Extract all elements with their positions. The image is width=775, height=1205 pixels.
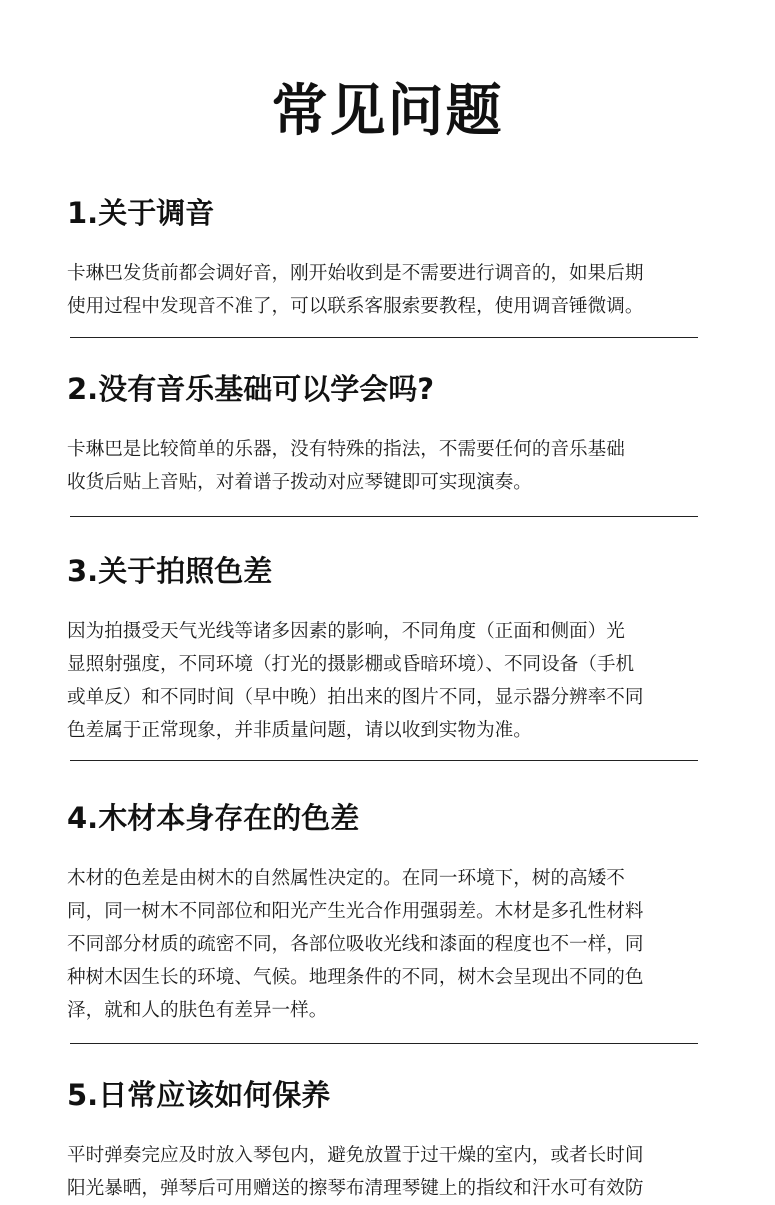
faq-heading: 1.关于调音: [67, 196, 215, 230]
faq-answer-line: 同，同一树木不同部位和阳光产生光合作用强弱差。木材是多孔性材料: [67, 901, 644, 922]
faq-answer-line: 泽，就和人的肤色有差异一样。: [67, 1000, 328, 1021]
faq-answer-line: 卡琳巴是比较简单的乐器，没有特殊的指法，不需要任何的音乐基础: [67, 439, 625, 460]
faq-heading: 3.关于拍照色差: [67, 554, 273, 588]
faq-item-photo-color-difference: [67, 551, 727, 747]
faq-item-tuning: [67, 193, 727, 323]
divider: [70, 1043, 698, 1044]
faq-heading: 5.日常应该如何保养: [67, 1078, 331, 1112]
faq-item-wood-color-difference: [67, 798, 727, 1027]
divider: [70, 516, 698, 517]
faq-answer-line: 木材的色差是由树木的自然属性决定的。在同一环境下，树的高矮不: [67, 868, 625, 889]
faq-answer-line: 平时弹奏完应及时放入琴包内，避免放置于过干燥的室内，或者长时间: [67, 1145, 644, 1166]
faq-answer-line: 阳光暴晒，弹琴后可用赠送的擦琴布清理琴键上的指纹和汗水可有效防: [67, 1178, 644, 1199]
faq-heading: 2.没有音乐基础可以学会吗?: [67, 372, 435, 406]
faq-heading: 4.木材本身存在的色差: [67, 801, 360, 835]
faq-answer: [67, 862, 727, 1027]
faq-answer-line: 因为拍摄受天气光线等诸多因素的影响，不同角度（正面和侧面）光: [67, 621, 625, 642]
faq-answer: [67, 433, 727, 499]
faq-answer-line: 收货后贴上音贴，对着谱子拨动对应琴键即可实现演奏。: [67, 472, 532, 493]
divider: [70, 760, 698, 761]
divider: [70, 337, 698, 338]
faq-answer: [67, 615, 727, 747]
faq-item-music-basics: [67, 369, 727, 499]
faq-answer-line: 卡琳巴发货前都会调好音，刚开始收到是不需要进行调音的，如果后期: [67, 263, 644, 284]
faq-answer-line: 色差属于正常现象，并非质量问题，请以收到实物为准。: [67, 720, 532, 741]
faq-answer-line: 种树木因生长的环境、气候。地理条件的不同，树木会呈现出不同的色: [67, 967, 644, 988]
faq-answer-line: 不同部分材质的疏密不同，各部位吸收光线和漆面的程度也不一样，同: [67, 934, 644, 955]
faq-item-maintenance: [67, 1075, 727, 1205]
faq-answer-line: 显照射强度，不同环境（打光的摄影棚或昏暗环境）、不同设备（手机: [67, 654, 635, 675]
faq-answer: [67, 257, 727, 323]
faq-answer-line: 使用过程中发现音不准了，可以联系客服索要教程，使用调音锤微调。: [67, 296, 644, 317]
faq-answer: [67, 1139, 727, 1205]
faq-answer-line: 或单反）和不同时间（早中晚）拍出来的图片不同，显示器分辨率不同: [67, 687, 644, 708]
page-title: 常见问题: [271, 79, 504, 144]
